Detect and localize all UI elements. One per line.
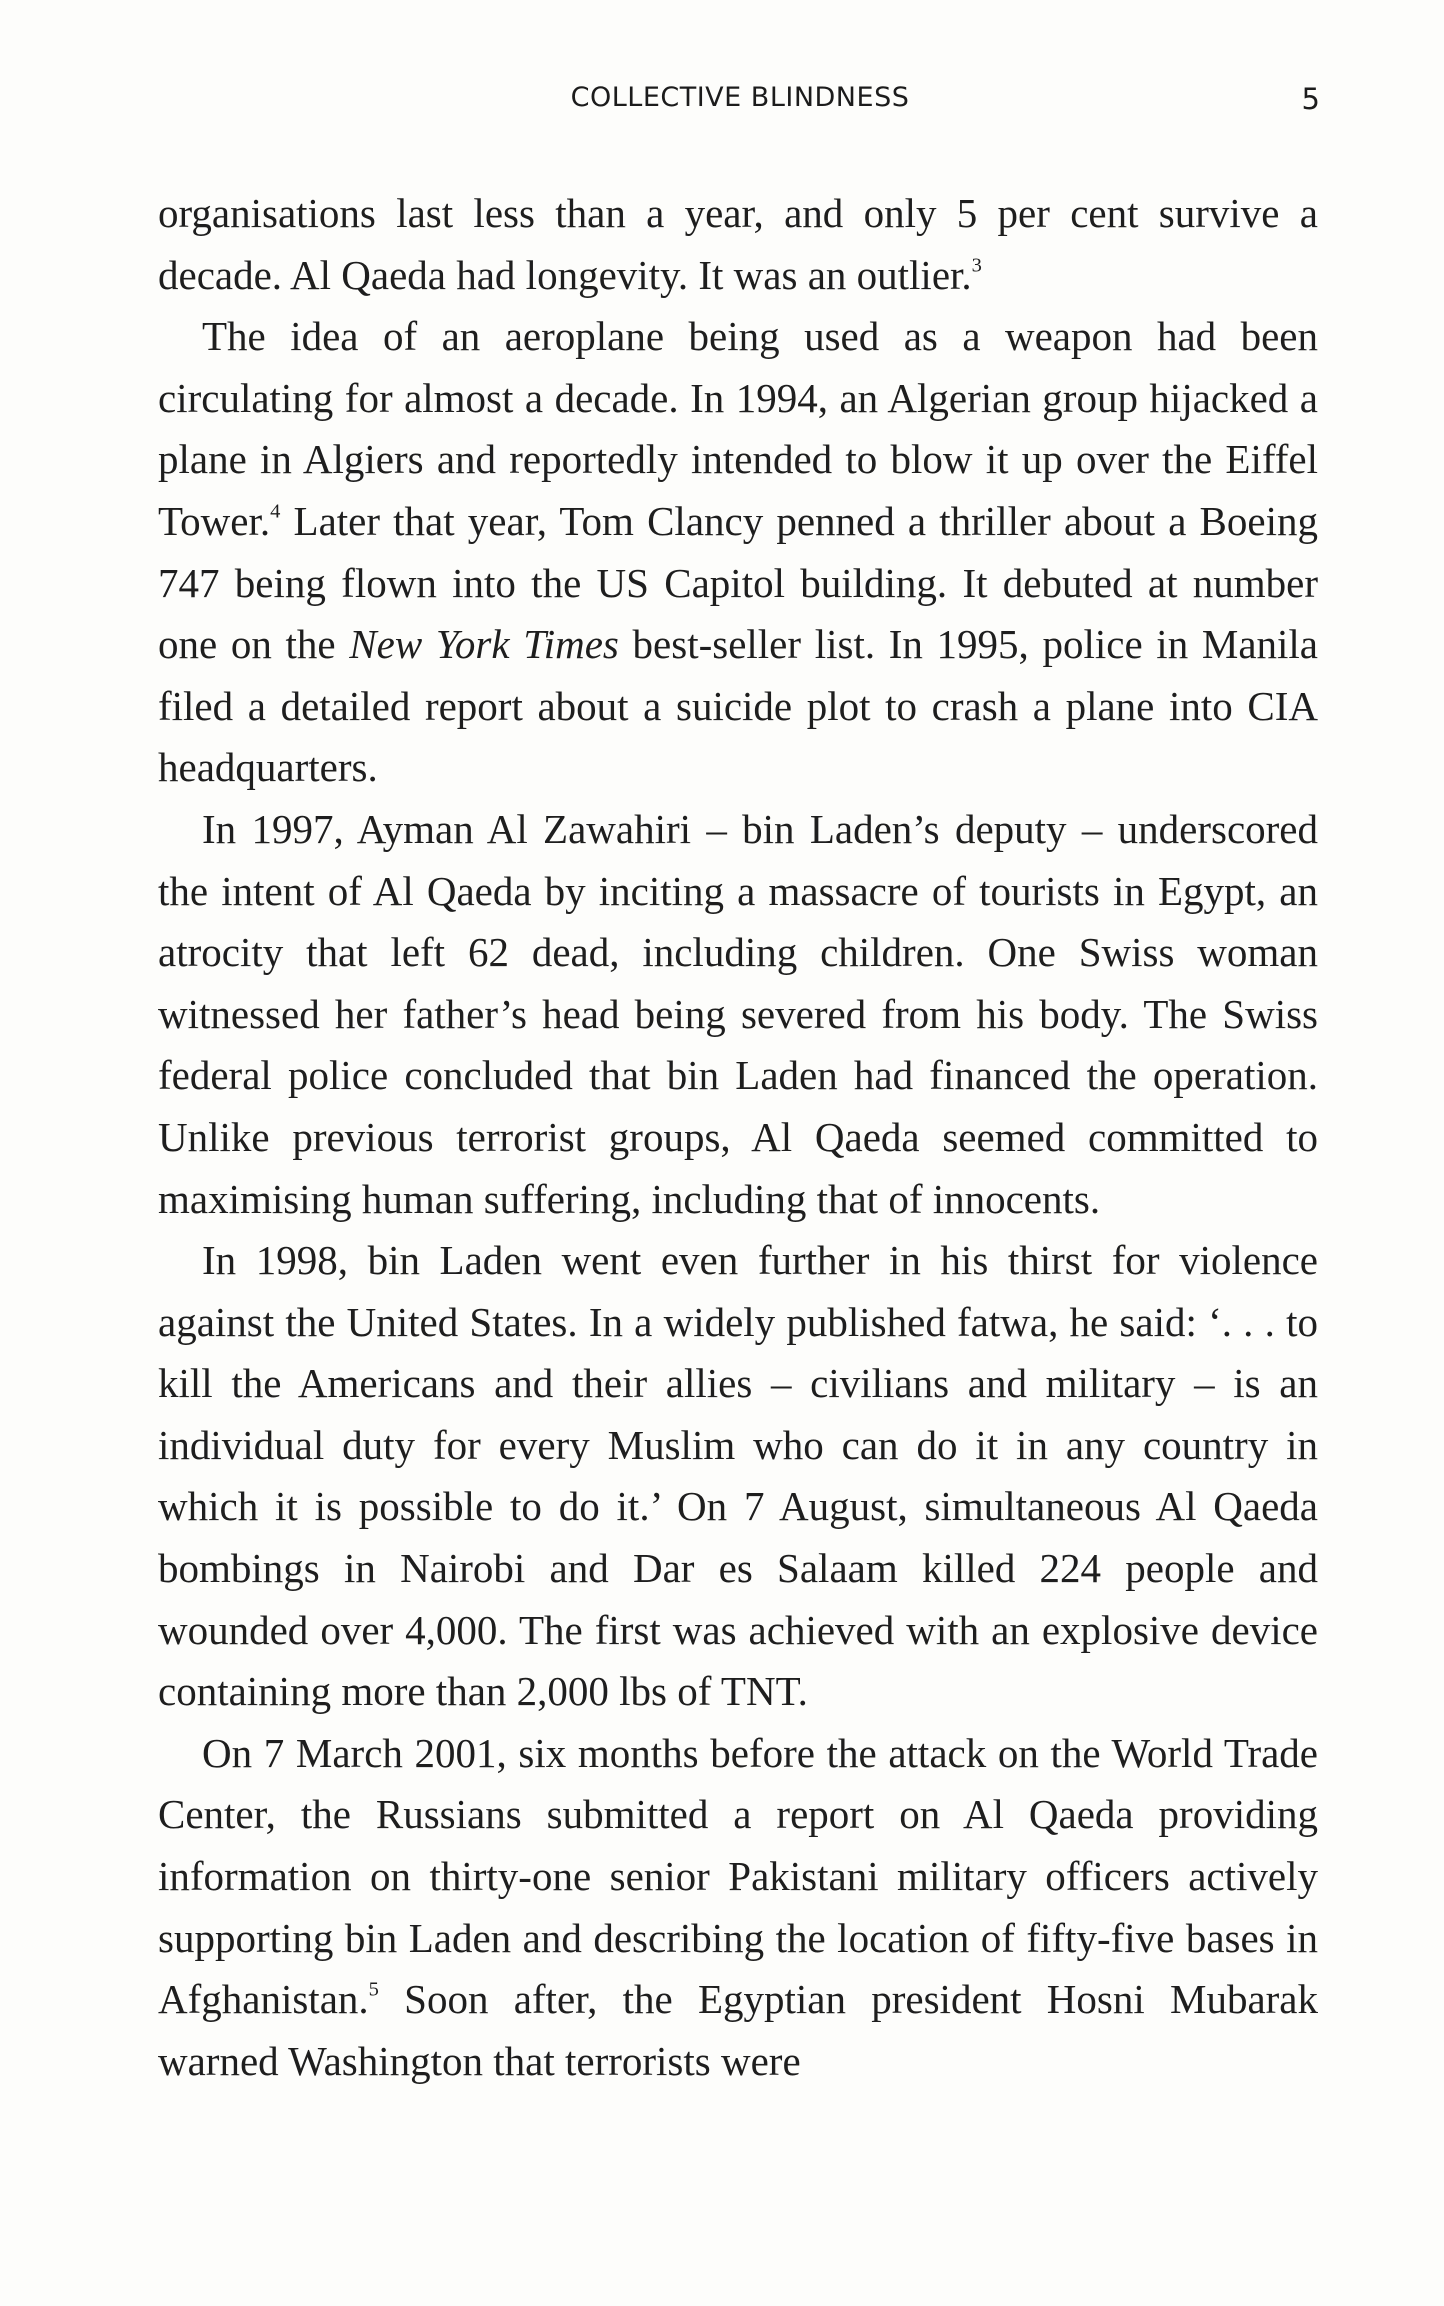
page-number: 5 xyxy=(1301,82,1320,116)
footnote-ref-3: 3 xyxy=(971,254,982,277)
running-head xyxy=(160,82,1320,122)
footnote-ref-5: 5 xyxy=(368,1978,379,2001)
text-segment: The idea of an aeroplane being used as a weapon had been circulating for almost a decade. In 1994, an Algerian group hijacked a plane in Algiers and reportedly intended to blow it up over the Eiffel Tower. xyxy=(158,313,1318,544)
paragraph-3 xyxy=(158,799,1318,1230)
paragraph-5 xyxy=(158,1723,1318,2093)
footnote-ref-4: 4 xyxy=(270,500,281,523)
text-segment: On 7 March 2001, six months before the attack on the World Trade Center, the Russians submitted a report on Al Qaeda providing information on thirty-one senior Pakistani military officers actively supporting bin Laden and describing the location of fifty-five bases in Afghanistan. xyxy=(158,1729,1318,2023)
paragraph-2 xyxy=(158,306,1318,799)
paragraph-1 xyxy=(158,183,1318,306)
paragraph-4 xyxy=(158,1230,1318,1723)
text-segment: best-seller list. In 1995, police in Manila filed a detailed report about a suicide plot to crash a plane into CIA headquarters. xyxy=(158,621,1318,791)
running-title: COLLECTIVE BLINDNESS xyxy=(570,82,910,113)
text-segment: In 1998, bin Laden went even further in his thirst for violence against the United States. In a widely published fatwa, he said: ‘. . . to kill the Americans and their allies – civilians and military – is an individual duty for every Muslim who can do it in any country in which it is possible to do it.’ On 7 August, simultaneous Al Qaeda bombings in Nairobi and Dar es Salaam killed 224 people and wounded over 4,000. The first was achieved with an explosive device containing more than 2,000 lbs of TNT. xyxy=(158,1237,1318,1715)
text-segment: organisations last less than a year, and only 5 per cent survive a decade. Al Qaeda had longevity. It was an outlier. xyxy=(158,190,1318,298)
text-segment: Soon after, the Egyptian president Hosni Mubarak warned Washington that terrorists were xyxy=(158,1976,1318,2084)
text-segment: Later that year, Tom Clancy penned a thriller about a Boeing 747 being flown into the US Capitol building. It debuted at number one on the xyxy=(158,497,1318,668)
italic-title: New York Times xyxy=(349,621,619,668)
text-segment: In 1997, Ayman Al Zawahiri – bin Laden’s deputy – underscored the intent of Al Qaeda by inciting a massacre of tourists in Egypt, an atrocity that left 62 dead, including children. One Swiss woman witnessed her father’s head being severed from his body. The Swiss federal police concluded that bin Laden had financed the operation. Unlike previous terrorist groups, Al Qaeda seemed committed to maximising human suffering, including that of innocents. xyxy=(158,805,1318,1222)
body-text xyxy=(158,183,1318,2092)
